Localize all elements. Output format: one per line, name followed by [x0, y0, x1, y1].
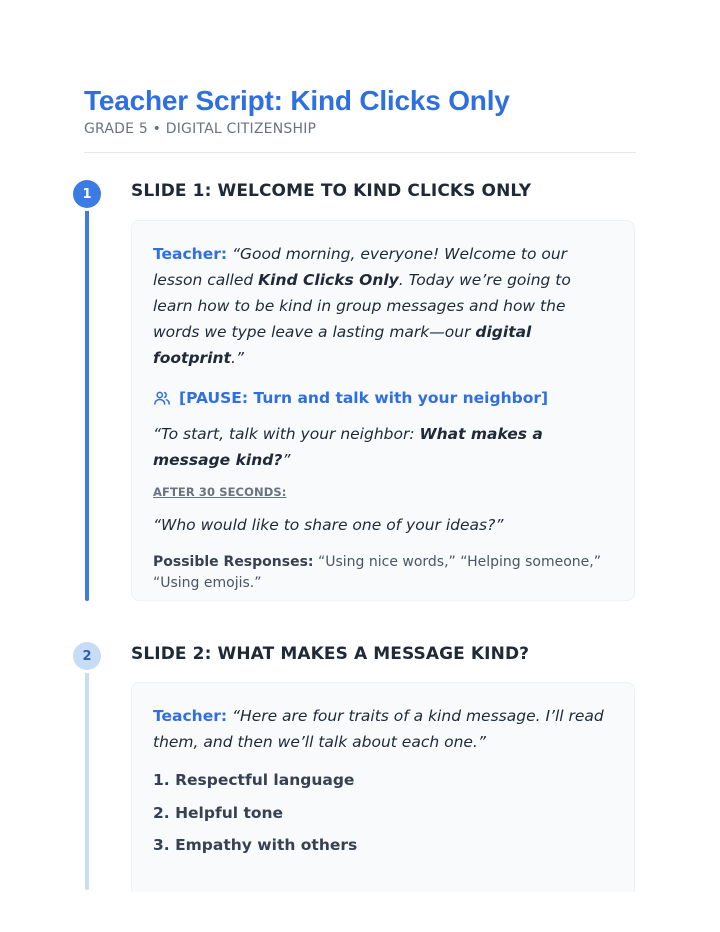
teacher-intro: Teacher: “Good morning, everyone! Welcome to our lesson called Kind Clicks Only. Today we’re going to learn how to be kind in group messages and how the words we type leave a lasting mark—our digital footprint.”	[153, 245, 571, 367]
followup-question: “Who would like to share one of your ideas?”	[153, 516, 504, 534]
traits-list	[153, 769, 613, 856]
teacher-intro: Teacher: “Here are four traits of a kind message. I’ll read them, and then we’ll talk about each one.”	[153, 707, 604, 751]
pause-label: [PAUSE: Turn and talk with your neighbor]	[179, 389, 549, 407]
list-item: 2. Helpful tone	[153, 803, 284, 822]
users-icon	[153, 389, 171, 407]
list-item: 1. Respectful language	[153, 771, 355, 789]
key-term: digital footprint	[153, 323, 532, 367]
slide-number-badge: 1	[73, 180, 101, 208]
timeline-line-slide-2	[85, 657, 89, 890]
pause-instruction	[153, 389, 613, 407]
page-title: Teacher Script: Kind Clicks Only	[84, 85, 510, 116]
speaker-label: Teacher:	[153, 245, 228, 263]
slide-number-badge: 2	[73, 642, 101, 670]
slide-heading: SLIDE 1: WELCOME TO KIND CLICKS ONLY	[131, 181, 532, 201]
list-item: 3. Empathy with others	[153, 836, 358, 854]
possible-responses: Possible Responses: “Using nice words,” “Helping someone,” “Using emojis.”	[153, 554, 601, 591]
script-card-slide-1	[131, 220, 635, 601]
speaker-label: Teacher:	[153, 707, 228, 725]
discussion-prompt: “To start, talk with your neighbor: What makes a message kind?”	[153, 425, 543, 469]
slide-heading: SLIDE 2: WHAT MAKES A MESSAGE KIND?	[131, 644, 530, 664]
lesson-name: Kind Clicks Only	[258, 271, 399, 289]
page-subtitle: GRADE 5 • DIGITAL CITIZENSHIP	[84, 121, 317, 137]
header-divider	[84, 152, 636, 153]
timing-note: AFTER 30 SECONDS:	[153, 485, 287, 499]
script-card-slide-2	[131, 682, 635, 892]
timeline-line-slide-1	[85, 195, 89, 601]
document-header	[84, 84, 636, 137]
